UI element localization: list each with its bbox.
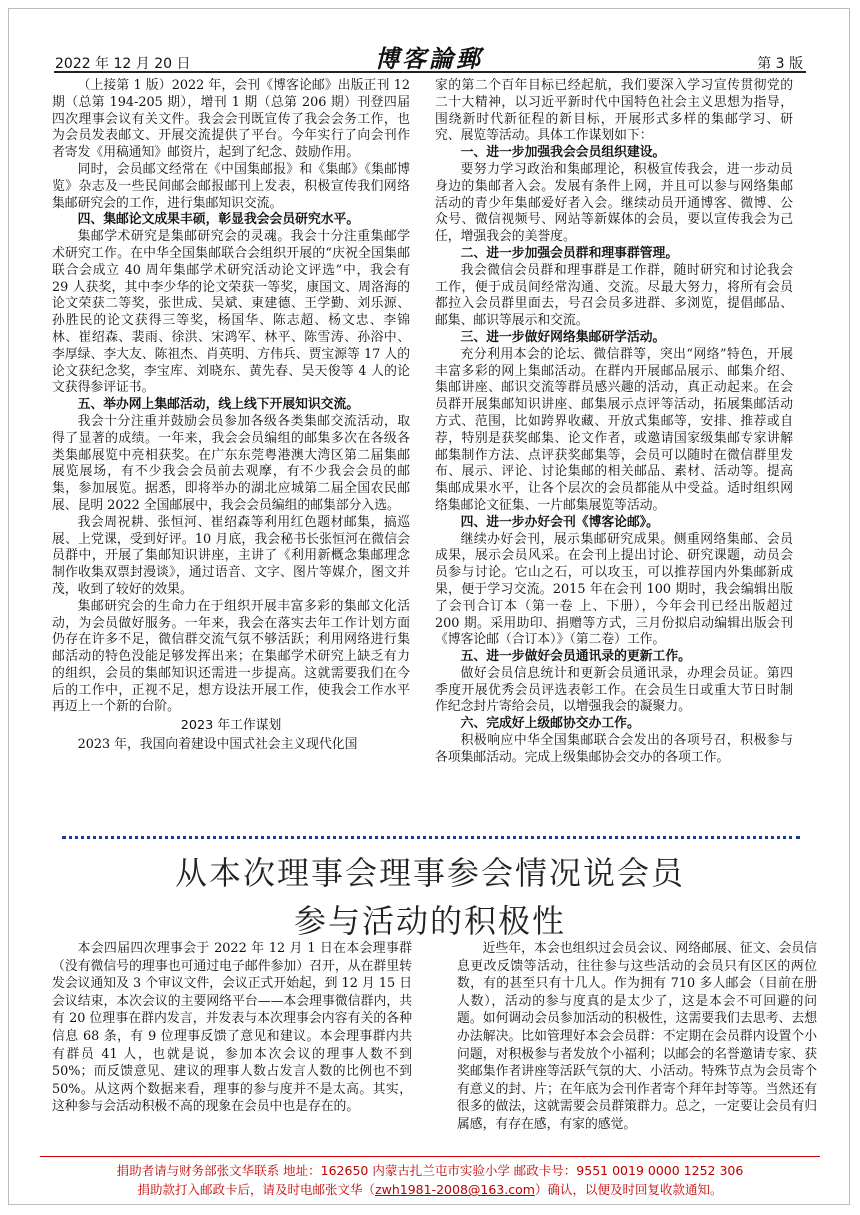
section-heading: 五、进一步做好会员通讯录的更新工作。: [460, 649, 691, 665]
article-left-column: [52, 940, 412, 1152]
paragraph: 继续办好会刊，展示集邮研究成果。侧重网络集邮、会员成果，展示会员风采。在会刊上提出讨论、研究课题，动员会员参与讨论。它山之石，可以攻玉，可以推荐国内外集邮新成果，便于学习交流。2015 年在会刊 100 期时，我会编辑出版了会刊合订本（第一卷 上、下册），今年会刊已经出版超过 200 期。采用助印、捐赠等方式，三月份拟启动编辑出版会刊《博客论邮（合订本）》（第二卷）工作。: [435, 531, 793, 648]
subsection-title: 2023 年工作谋划: [180, 718, 282, 734]
section-heading: 五、举办网上集邮活动，线上线下开展知识交流。: [77, 397, 360, 413]
header-rule: [54, 71, 806, 73]
section-heading: 四、集邮论文成果丰硕，彰显我会会员研究水平。: [77, 212, 360, 228]
paragraph: 充分利用本会的论坛、微信群等，突出“网络”特色，开展丰富多彩的网上集邮活动。在群内开展邮品展示、邮集介绍、集邮讲座、邮识交流等群员感兴趣的活动，真正动起来。在会员群开展集邮知识讲座、邮集展示点评等活动，拓展集邮活动方式、范围，比如跨界收藏、开放式集邮等，安排、推荐或自荐，特别是获奖邮集、论文作者，或邀请国家级集邮专家讲解邮集制作方法、点评获奖邮集等，会员可以随时在微信群里发布、展示、评论、讨论集邮的相关邮品、素材、活动等。提高集邮成果水平，让各个层次的会员都能从中受益。适时组织网络集邮论文征集、一片邮集展览等活动。: [435, 346, 793, 513]
section-heading: 一、进一步加强我会会员组织建设。: [460, 145, 666, 161]
donation-info: 捐助者请与财务部张文华联系 地址：162650 内蒙古扎兰屯市实验小学 邮政卡号：9551 0019 0000 1252 306: [116, 1163, 744, 1178]
confirm-text-pre: 捐助款打入邮政卡后，请及时电邮张文华（: [137, 1182, 376, 1197]
article-body: [52, 940, 817, 1152]
section-heading: 三、进一步做好网络集邮研学活动。: [460, 329, 666, 345]
report-columns: [52, 78, 810, 840]
paragraph: 集邮研究会的生命力在于组织开展丰富多彩的集邮文化活动，为会员做好服务。一年来，我会在落实去年工作计划方面仍存在许多不足，微信群交流气氛不够活跃；利用网络进行集邮活动的特色没能足够发挥出来；在集邮学术研究上缺乏有力的组织，会员的集邮知识还需进一步提高。这就需要我们在今后的工作中，正视不足，想方设法开展工作，使我会工作水平再迈上一个新的台阶。: [52, 598, 410, 715]
email-link[interactable]: zwh1981-2008@163.com: [375, 1182, 535, 1197]
article-paragraph: 本会四届四次理事会于 2022 年 12 月 1 日在本会理事群（没有微信号的理事也可通过电子邮件参加）召开，从在群里转发会议通知及 3 个审议文件，会议正式开始起，到 12 月 15 日会议结束，本次会议的主要网络平台——本会理事微信群内，共有 20 位理事在群内发言，并发表与本次理事会内容有关的各种信息 68 条，有 9 位理事反馈了意见和建议。本会理事群内共有群员 41 人，也就是说，参加本次会议的理事人数不到 50%；而反馈意见、建议的理事人数占发言人数的比例也不到 50%。从这两个数据来看，理事的参与度并不是太高。其实，这种参与会活动积极不高的现象在会员中也是存在的。: [52, 941, 412, 1115]
paragraph: 我会周祝耕、张恒河、崔绍森等利用红色题材邮集，搞巡展、上党课，受到好评。10 月底，我会秘书长张恒河在微信会员群中，开展了集邮知识讲座，主讲了《利用新概念集邮理念制作收集双票封漫谈》，通过语音、文字、图片等媒介，图文并茂，收到了较好的效果。: [52, 514, 410, 597]
paragraph: （上接第 1 版）2022 年，会刊《博客论邮》出版正刊 12 期（总第 194-205 期），增刊 1 期（总第 206 期）刊登四届四次理事会议有关文件。我会会刊既宣传了我会会务工作，也为会员发表邮文、开展交流提供了平台。今年实行了向会刊作者寄发《用稿通知》邮资片，起到了纪念、鼓励作用。: [52, 78, 410, 161]
article-title-line1: 从本次理事会理事参会情况说会员: [174, 854, 685, 892]
footer-rule: [40, 1156, 820, 1157]
donation-confirm: [0, 1180, 860, 1198]
paragraph: 2023 年，我国向着建设中国式社会主义现代化国: [77, 737, 358, 753]
page-header: [55, 23, 803, 73]
paragraph: 同时，会员邮文经常在《中国集邮报》和《集邮》《集邮博览》杂志及一些民间邮会邮报邮刊上发表，积极宣传我们网络集邮研究会的工作，进行集邮知识交流。: [52, 161, 410, 211]
paragraph: 我会十分注重并鼓励会员参加各级各类集邮交流活动，取得了显著的成绩。一年来，我会会员编组的邮集多次在各级各类集邮展览中亮相获奖。在广东东莞粤港澳大湾区第二届集邮展览展场，有不少我会会员前去观摩，有不少我会会员的邮集，参加展览。据悉，即将举办的湖北应城第二届全国农民邮展、昆明 2022 全国邮展中，我会会员编组的邮集部分入选。: [52, 413, 410, 513]
left-column: [52, 78, 410, 838]
section-heading: 四、进一步办好会刊《博客论邮》。: [460, 514, 659, 530]
article-title-line2: 参与活动的积极性: [293, 902, 566, 940]
paragraph: 积极响应中华全国集邮联合会发出的各项号召，积极参与各项集邮活动。完成上级集邮协会交办的各项工作。: [435, 733, 793, 765]
paragraph: 做好会员信息统计和更新会员通讯录，办理会员证。第四季度开展优秀会员评选表彰工作。在会员生日或重大节日时制作纪念封片寄给会员，以增强我会的凝聚力。: [435, 665, 793, 715]
masthead-title: 博客論郵: [375, 44, 483, 73]
right-column: [435, 78, 793, 838]
issue-date: 2022 年 12 月 20 日: [55, 56, 191, 72]
section-heading: 六、完成好上级邮协交办工作。: [460, 716, 640, 732]
paragraph: 要努力学习政治和集邮理论，积极宣传我会，进一步动员身边的集邮者入会。发展有条件上网，并且可以参与网络集邮活动的青少年集邮爱好者入会。继续动员开通博客、微博、公众号、微信视频号、网站等新媒体的会员，要以宣传我会为己任，增强我会的美誉度。: [435, 161, 793, 245]
paragraph: 家的第二个百年目标已经起航，我们要深入学习宣传贯彻党的二十大精神，以习近平新时代中国特色社会主义思想为指导，围绕新时代新征程的新目标，开展形式多样的集邮学习、研究、展览等活动。具体工作谋划如下：: [435, 78, 793, 144]
edition-number: 第 3 版: [757, 56, 803, 72]
paragraph: 我会微信会员群和理事群是工作群，随时研究和讨论我会工作，便于成员间经常沟通、交流。尽最大努力，将所有会员都拉入会员群里面去，号召会员多进群、多浏览，提倡邮品、邮集、邮识等展示和交流。: [435, 262, 793, 329]
paragraph: 集邮学术研究是集邮研究会的灵魂。我会十分注重集邮学术研究工作。在中华全国集邮联合会组织开展的“庆祝全国集邮联合会成立 40 周年集邮学术研究活动论文评选”中，我会有 29 人获奖，其中李少华的论文荣获一等奖，康国文、周洛海的论文荣获二等奖，张世成、吴斌、東建德、王学勤、刘乐源、孙胜民的论文获得三等奖，杨国华、陈志超、杨文忠、李锦林、崔绍森、裴雨、徐洪、宋鸿军、林平、陈雪涛、孙浴中、李厚绿、李大友、陈祖杰、肖英明、方伟兵、贾宝源等 17 人的论文获纪念奖，李宝库、刘晓东、黄先春、吴天俊等 4 人的论文获得参评证书。: [52, 229, 410, 396]
article-paragraph: 近些年，本会也组织过会员会议、网络邮展、征文、会员信息更改反馈等活动，往往参与这些活动的会员只有区区的两位数，有的甚至只有十几人。作为拥有 710 多人邮会（目前在册人数），活动的参与度真的是太少了，这是本会不可回避的问题。如何调动会员参加活动的积极性，这需要我们去思考、去想办法解决。比如管理好本会会员群：不定期在会员群内设置个小问题，对积极参与者发放个小福利；以邮会的名誉邀请专家、获奖邮集作者讲座等活跃气氛的大、小活动。特殊节点为会员寄个有意义的封、片；在年底为会刊作者寄个拜年封等等。当然还有很多的做法，这就需要会员群策群力。总之，一定要让会员有归属感，有存在感，有家的感觉。: [457, 941, 817, 1132]
section-heading: 二、进一步加强会员群和理事群管理。: [460, 245, 679, 261]
article-right-column: [457, 940, 817, 1152]
confirm-text-post: ）确认，以便及时回复收款通知。: [534, 1182, 723, 1197]
section-divider: [62, 836, 800, 839]
